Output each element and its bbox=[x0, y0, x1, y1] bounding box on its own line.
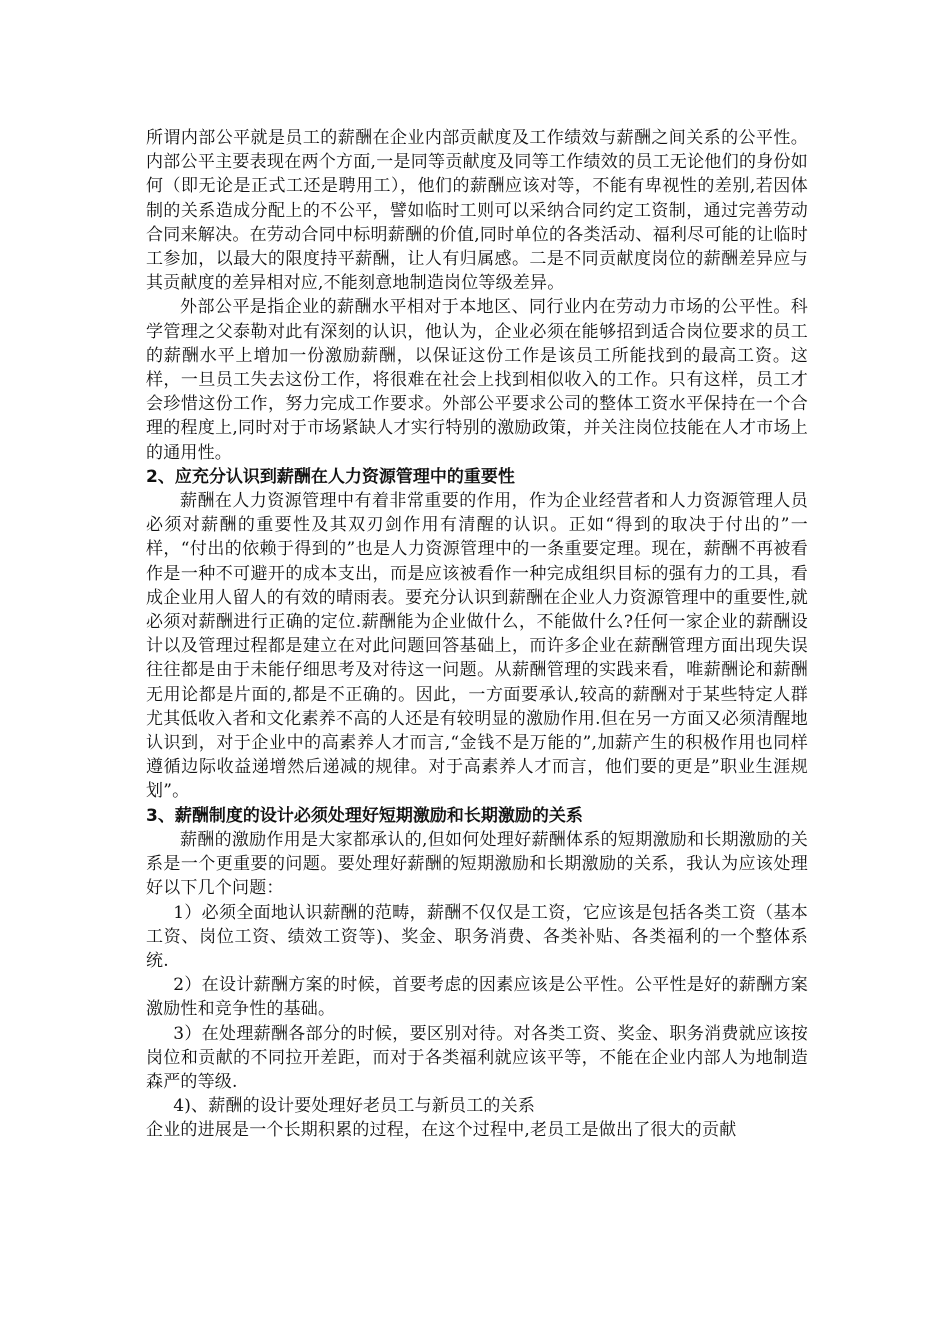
list-item-4: 4)、薪酬的设计要处理好老员工与新员工的关系 bbox=[173, 1096, 536, 1117]
section-title: 应充分认识到薪酬在人力资源管理中的重要性 bbox=[174, 466, 515, 487]
section-number: 2、 bbox=[146, 466, 175, 487]
document-page bbox=[146, 126, 808, 1143]
paragraph-incentive-intro: 薪酬的激励作用是大家都承认的,但如何处理好薪酬体系的短期激励和长期激励的关系是一个更重要的问题。要处理好薪酬的短期激励和长期激励的关系，我认为应该处理好以下几个问题： bbox=[146, 829, 808, 899]
section-number: 3、 bbox=[146, 805, 175, 826]
list-item-2: 2）在设计薪酬方案的时候，首要考虑的因素应该是公平性。公平性是好的薪酬方案激励性和竞争性的基础。 bbox=[146, 975, 808, 1020]
section-heading-2 bbox=[146, 465, 808, 489]
paragraph-external-fairness: 外部公平是指企业的薪酬水平相对于本地区、同行业内在劳动力市场的公平性。科学管理之父泰勒对此有深刻的认识，他认为，企业必须在能够招到适合岗位要求的员工的薪酬水平上增加一份激励薪酬，以保证这份工作是该员工所能找到的最高工资。这样，一旦员工失去这份工作，将很难在社会上找到相似收入的工作。只有这样，员工才会珍惜这份工作，努力完成工作要求。外部公平要求公司的整体工资水平保持在一个合理的程度上,同时对于市场紧缺人才实行特别的激励政策，并关注岗位技能在人才市场上的通用性。 bbox=[146, 297, 808, 463]
paragraph-internal-fairness: 所谓内部公平就是员工的薪酬在企业内部贡献度及工作绩效与薪酬之间关系的公平性。内部公平主要表现在两个方面,一是同等贡献度及同等工作绩效的员工无论他们的身份如何（即无论是正式工还是聘用工），他们的薪酬应该对等，不能有卑视性的差别,若因体制的关系造成分配上的不公平，譬如临时工则可以采纳合同约定工资制，通过完善劳动合同来解决。在劳动合同中标明薪酬的价值,同时单位的各类活动、福利尽可能的让临时工参加，以最大的限度持平薪酬，让人有归属感。二是不同贡献度岗位的薪酬差异应与其贡献度的差异相对应,不能刻意地制造岗位等级差异。 bbox=[146, 128, 808, 294]
list-item-3: 3）在处理薪酬各部分的时候，要区别对待。对各类工资、奖金、职务消费就应该按岗位和贡献的不同拉开差距，而对于各类福利就应该平等，不能在企业内部人为地制造森严的等级. bbox=[146, 1023, 808, 1092]
paragraph-continuation: 企业的进展是一个长期积累的过程，在这个过程中,老员工是做出了很大的贡献 bbox=[146, 1120, 737, 1141]
section-heading-3 bbox=[146, 804, 808, 828]
list-item-1: 1）必须全面地认识薪酬的范畴，薪酬不仅仅是工资，它应该是包括各类工资（基本工资、岗位工资、绩效工资等)、奖金、职务消费、各类补贴、各类福利的一个整体系统. bbox=[146, 902, 808, 971]
paragraph-importance: 薪酬在人力资源管理中有着非常重要的作用，作为企业经营者和人力资源管理人员必须对薪酬的重要性及其双刃剑作用有清醒的认识。正如“得到的取决于付出的”一样，“付出的依赖于得到的”也是人力资源管理中的一条重要定理。现在，薪酬不再被看作是一种不可避开的成本支出，而是应该被看作一种完成组织目标的强有力的工具，看成企业用人留人的有效的晴雨表。要充分认识到薪酬在企业人力资源管理中的重要性,就必须对薪酬进行正确的定位.薪酬能为企业做什么，不能做什么?任何一家企业的薪酬设计以及管理过程都是建立在对此问题回答基础上，而许多企业在薪酬管理方面出现失误往往都是由于未能仔细思考及对待这一问题。从薪酬管理的实践来看，唯薪酬论和薪酬无用论都是片面的,都是不正确的。因此，一方面要承认,较高的薪酬对于某些特定人群尤其低收入者和文化素养不高的人还是有较明显的激励作用.但在另一方面又必须清醒地认识到，对于企业中的高素养人才而言,“金钱不是万能的”,加薪产生的积极作用也同样遵循边际收益递增然后递减的规律。对于高素养人才而言，他们要的更是”职业生涯规划”。 bbox=[146, 491, 808, 802]
section-title: 薪酬制度的设计必须处理好短期激励和长期激励的关系 bbox=[174, 805, 583, 826]
